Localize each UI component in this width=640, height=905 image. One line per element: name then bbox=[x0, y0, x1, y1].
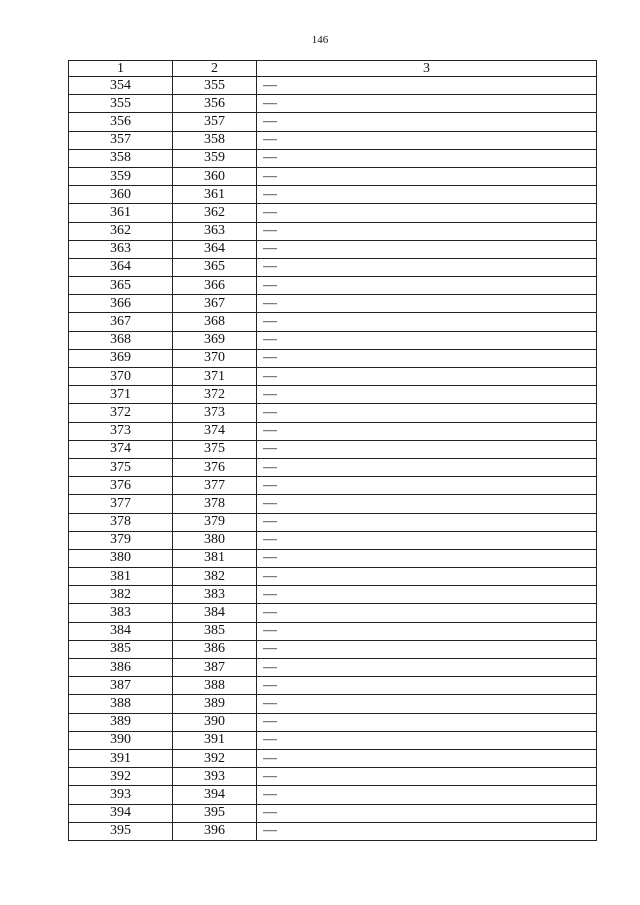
table-row bbox=[69, 640, 597, 658]
table-row bbox=[69, 477, 597, 495]
cell-col-1: 362 bbox=[69, 222, 173, 240]
table-row bbox=[69, 549, 597, 567]
cell-col-2: 355 bbox=[173, 77, 257, 95]
cell-col-3: — bbox=[257, 659, 597, 677]
table-row bbox=[69, 331, 597, 349]
cell-col-2: 377 bbox=[173, 477, 257, 495]
cell-col-1: 358 bbox=[69, 149, 173, 167]
cell-col-3: — bbox=[257, 368, 597, 386]
cell-col-2: 375 bbox=[173, 440, 257, 458]
table-row bbox=[69, 422, 597, 440]
cell-col-3: — bbox=[257, 440, 597, 458]
table-row bbox=[69, 240, 597, 258]
cell-col-2: 372 bbox=[173, 386, 257, 404]
data-table bbox=[68, 60, 597, 841]
table-row bbox=[69, 277, 597, 295]
cell-col-3: — bbox=[257, 768, 597, 786]
cell-col-1: 395 bbox=[69, 822, 173, 840]
cell-col-3: — bbox=[257, 622, 597, 640]
cell-col-2: 361 bbox=[173, 186, 257, 204]
cell-col-3: — bbox=[257, 804, 597, 822]
table-row bbox=[69, 167, 597, 185]
cell-col-2: 362 bbox=[173, 204, 257, 222]
cell-col-2: 367 bbox=[173, 295, 257, 313]
cell-col-2: 376 bbox=[173, 458, 257, 476]
cell-col-2: 394 bbox=[173, 786, 257, 804]
cell-col-1: 365 bbox=[69, 277, 173, 295]
cell-col-1: 354 bbox=[69, 77, 173, 95]
cell-col-3: — bbox=[257, 277, 597, 295]
cell-col-2: 370 bbox=[173, 349, 257, 367]
cell-col-3: — bbox=[257, 713, 597, 731]
cell-col-3: — bbox=[257, 677, 597, 695]
cell-col-3: — bbox=[257, 349, 597, 367]
cell-col-1: 380 bbox=[69, 549, 173, 567]
cell-col-3: — bbox=[257, 131, 597, 149]
cell-col-3: — bbox=[257, 549, 597, 567]
cell-col-1: 394 bbox=[69, 804, 173, 822]
cell-col-2: 356 bbox=[173, 95, 257, 113]
table-row bbox=[69, 659, 597, 677]
cell-col-1: 357 bbox=[69, 131, 173, 149]
cell-col-3: — bbox=[257, 186, 597, 204]
cell-col-2: 384 bbox=[173, 604, 257, 622]
table-row bbox=[69, 386, 597, 404]
table-row bbox=[69, 404, 597, 422]
cell-col-1: 390 bbox=[69, 731, 173, 749]
cell-col-1: 372 bbox=[69, 404, 173, 422]
cell-col-2: 389 bbox=[173, 695, 257, 713]
cell-col-3: — bbox=[257, 222, 597, 240]
cell-col-2: 371 bbox=[173, 368, 257, 386]
cell-col-3: — bbox=[257, 313, 597, 331]
cell-col-1: 381 bbox=[69, 568, 173, 586]
cell-col-2: 382 bbox=[173, 568, 257, 586]
table-row bbox=[69, 749, 597, 767]
table-row bbox=[69, 622, 597, 640]
cell-col-3: — bbox=[257, 786, 597, 804]
cell-col-1: 382 bbox=[69, 586, 173, 604]
cell-col-3: — bbox=[257, 331, 597, 349]
cell-col-1: 384 bbox=[69, 622, 173, 640]
cell-col-1: 393 bbox=[69, 786, 173, 804]
cell-col-1: 369 bbox=[69, 349, 173, 367]
table-row bbox=[69, 458, 597, 476]
column-header-1: 1 bbox=[69, 61, 173, 77]
table-row bbox=[69, 313, 597, 331]
cell-col-3: — bbox=[257, 149, 597, 167]
cell-col-1: 363 bbox=[69, 240, 173, 258]
cell-col-2: 366 bbox=[173, 277, 257, 295]
cell-col-2: 363 bbox=[173, 222, 257, 240]
cell-col-2: 386 bbox=[173, 640, 257, 658]
cell-col-1: 368 bbox=[69, 331, 173, 349]
table-row bbox=[69, 149, 597, 167]
cell-col-1: 366 bbox=[69, 295, 173, 313]
cell-col-3: — bbox=[257, 695, 597, 713]
cell-col-3: — bbox=[257, 404, 597, 422]
cell-col-1: 370 bbox=[69, 368, 173, 386]
table-row bbox=[69, 568, 597, 586]
table-row bbox=[69, 349, 597, 367]
cell-col-3: — bbox=[257, 568, 597, 586]
table-row bbox=[69, 822, 597, 840]
cell-col-2: 385 bbox=[173, 622, 257, 640]
cell-col-3: — bbox=[257, 495, 597, 513]
cell-col-1: 391 bbox=[69, 749, 173, 767]
cell-col-1: 364 bbox=[69, 258, 173, 276]
cell-col-1: 385 bbox=[69, 640, 173, 658]
cell-col-2: 383 bbox=[173, 586, 257, 604]
cell-col-3: — bbox=[257, 95, 597, 113]
table-row bbox=[69, 113, 597, 131]
cell-col-3: — bbox=[257, 640, 597, 658]
cell-col-1: 376 bbox=[69, 477, 173, 495]
cell-col-2: 379 bbox=[173, 513, 257, 531]
cell-col-2: 364 bbox=[173, 240, 257, 258]
cell-col-1: 356 bbox=[69, 113, 173, 131]
cell-col-3: — bbox=[257, 458, 597, 476]
cell-col-1: 386 bbox=[69, 659, 173, 677]
table-row bbox=[69, 677, 597, 695]
cell-col-1: 379 bbox=[69, 531, 173, 549]
cell-col-3: — bbox=[257, 113, 597, 131]
cell-col-2: 387 bbox=[173, 659, 257, 677]
cell-col-3: — bbox=[257, 167, 597, 185]
table-row bbox=[69, 713, 597, 731]
table-row bbox=[69, 440, 597, 458]
cell-col-1: 359 bbox=[69, 167, 173, 185]
cell-col-3: — bbox=[257, 531, 597, 549]
table-row bbox=[69, 186, 597, 204]
cell-col-2: 373 bbox=[173, 404, 257, 422]
cell-col-3: — bbox=[257, 258, 597, 276]
cell-col-3: — bbox=[257, 822, 597, 840]
table-row bbox=[69, 77, 597, 95]
table-row bbox=[69, 586, 597, 604]
cell-col-3: — bbox=[257, 295, 597, 313]
cell-col-1: 389 bbox=[69, 713, 173, 731]
table-row bbox=[69, 295, 597, 313]
table-row bbox=[69, 222, 597, 240]
cell-col-2: 380 bbox=[173, 531, 257, 549]
cell-col-1: 371 bbox=[69, 386, 173, 404]
table-row bbox=[69, 695, 597, 713]
table-row bbox=[69, 513, 597, 531]
cell-col-2: 388 bbox=[173, 677, 257, 695]
cell-col-2: 390 bbox=[173, 713, 257, 731]
header-row bbox=[69, 61, 597, 77]
cell-col-2: 358 bbox=[173, 131, 257, 149]
cell-col-3: — bbox=[257, 422, 597, 440]
cell-col-1: 361 bbox=[69, 204, 173, 222]
cell-col-2: 391 bbox=[173, 731, 257, 749]
cell-col-2: 396 bbox=[173, 822, 257, 840]
cell-col-1: 355 bbox=[69, 95, 173, 113]
cell-col-2: 360 bbox=[173, 167, 257, 185]
cell-col-1: 388 bbox=[69, 695, 173, 713]
cell-col-1: 387 bbox=[69, 677, 173, 695]
table-row bbox=[69, 495, 597, 513]
column-header-2: 2 bbox=[173, 61, 257, 77]
cell-col-3: — bbox=[257, 77, 597, 95]
data-table-container bbox=[68, 60, 596, 841]
cell-col-3: — bbox=[257, 731, 597, 749]
column-header-3: 3 bbox=[257, 61, 597, 77]
table-row bbox=[69, 804, 597, 822]
cell-col-1: 360 bbox=[69, 186, 173, 204]
cell-col-2: 381 bbox=[173, 549, 257, 567]
cell-col-2: 395 bbox=[173, 804, 257, 822]
cell-col-2: 378 bbox=[173, 495, 257, 513]
cell-col-3: — bbox=[257, 586, 597, 604]
cell-col-2: 369 bbox=[173, 331, 257, 349]
table-row bbox=[69, 786, 597, 804]
page-number: 146 bbox=[311, 34, 329, 46]
cell-col-1: 378 bbox=[69, 513, 173, 531]
cell-col-3: — bbox=[257, 204, 597, 222]
cell-col-2: 359 bbox=[173, 149, 257, 167]
cell-col-2: 392 bbox=[173, 749, 257, 767]
cell-col-1: 373 bbox=[69, 422, 173, 440]
cell-col-2: 374 bbox=[173, 422, 257, 440]
table-row bbox=[69, 531, 597, 549]
table-row bbox=[69, 204, 597, 222]
cell-col-2: 393 bbox=[173, 768, 257, 786]
cell-col-1: 377 bbox=[69, 495, 173, 513]
cell-col-3: — bbox=[257, 749, 597, 767]
cell-col-3: — bbox=[257, 386, 597, 404]
table-row bbox=[69, 368, 597, 386]
table-row bbox=[69, 604, 597, 622]
table-row bbox=[69, 731, 597, 749]
table-row bbox=[69, 131, 597, 149]
table-row bbox=[69, 768, 597, 786]
table-header bbox=[69, 61, 597, 77]
cell-col-1: 375 bbox=[69, 458, 173, 476]
cell-col-3: — bbox=[257, 477, 597, 495]
cell-col-1: 392 bbox=[69, 768, 173, 786]
cell-col-1: 367 bbox=[69, 313, 173, 331]
cell-col-1: 374 bbox=[69, 440, 173, 458]
cell-col-2: 357 bbox=[173, 113, 257, 131]
table-row bbox=[69, 95, 597, 113]
cell-col-1: 383 bbox=[69, 604, 173, 622]
table-body bbox=[69, 77, 597, 841]
cell-col-2: 368 bbox=[173, 313, 257, 331]
cell-col-2: 365 bbox=[173, 258, 257, 276]
table-row bbox=[69, 258, 597, 276]
cell-col-3: — bbox=[257, 240, 597, 258]
cell-col-3: — bbox=[257, 604, 597, 622]
cell-col-3: — bbox=[257, 513, 597, 531]
